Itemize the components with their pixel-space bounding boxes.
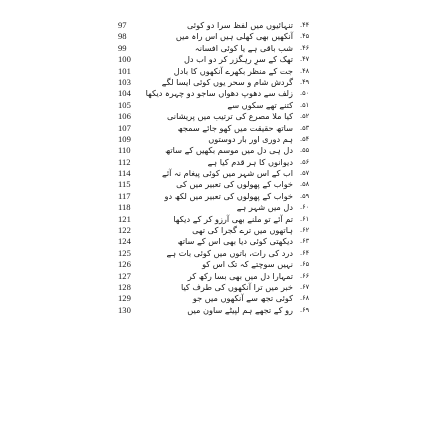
toc-entry [0,111,430,122]
toc-entry-page-number: 103 [118,76,131,87]
toc-entry-page-number: 97 [118,20,127,30]
toc-entry-page-number: 127 [118,270,131,281]
toc-entry [0,282,430,293]
toc-entry [0,225,430,236]
toc-entry-title: رو کے تجھے ہم لپیٹے ساون میں [187,304,293,315]
toc-entry [0,54,430,65]
toc-entry [0,259,430,270]
toc-entry-serial-number: ۵۷. [300,169,310,178]
toc-entry-page-number: 107 [118,122,131,133]
toc-entry [0,191,430,202]
toc-entry-serial-number: ۴۸. [300,66,310,75]
toc-entry-serial-number: ۵۲. [300,112,310,121]
toc-entry [0,145,430,156]
toc-entry-page-number: 124 [118,236,131,247]
toc-entry [0,202,430,213]
toc-entry-title: اب کے اس شہر میں کوئی پیغام نہ آئے [162,168,293,179]
toc-entry-serial-number: ۵۹. [300,191,310,200]
toc-entry [0,157,430,168]
toc-entry [0,31,430,42]
toc-entry-title: زلف سے دھوپ دھواں ساجو دو چہرہ دیکھا [145,88,293,99]
toc-entry-serial-number: ۴۹. [300,77,310,86]
toc-entry [0,236,430,247]
toc-entry-serial-number: ۵۴. [300,134,310,143]
toc-entry-serial-number: ۶۸. [300,294,310,303]
toc-entry-title: نہیں سوچتے کہ تک اس کو [202,259,293,270]
toc-entry-serial-number: ۴۵. [300,32,310,41]
toc-entry-page-number: 104 [118,88,131,99]
toc-entry-serial-number: ۶۶. [300,271,310,280]
toc-entry [0,305,430,316]
toc-entry [0,123,430,134]
toc-entry-title: دیوانوں کا ہر قدم کیا ہے [207,156,293,167]
table-of-contents [0,20,430,316]
toc-entry-serial-number: ۶۵. [300,260,310,269]
toc-entry-title: خواب کے پھولوں کی تعبیر میں لکھ دو [164,190,293,201]
toc-entry-page-number: 122 [118,225,131,236]
toc-entry [0,43,430,54]
toc-entry-title: آنکھیں بھی کھلی ہیں اس راہ میں [175,31,293,42]
toc-entry-page-number: 125 [118,247,131,258]
toc-entry-serial-number: ۵۳. [300,123,310,132]
toc-entry-serial-number: ۵۱. [300,100,310,109]
toc-entry-page-number: 128 [118,281,131,292]
toc-entry [0,214,430,225]
toc-entry-page-number: 129 [118,293,131,304]
toc-entry [0,77,430,88]
toc-entry-title: ہم دوری اور بار دوستوں [208,133,293,144]
toc-entry-title: کیا ملا مصرع کی ترتیب میں پریشانی [166,111,293,122]
toc-entry-page-number: 112 [118,156,131,167]
toc-entry-serial-number: ۵۰. [300,89,310,98]
toc-entry-serial-number: ۵۵. [300,146,310,155]
toc-entry-page-number: 98 [118,31,127,42]
toc-entry-title: خبر میں ترا آنکھوں کی طرف کیا [180,281,293,292]
toc-entry-serial-number: ۴۷. [300,55,310,64]
toc-entry-serial-number: ۶۲. [300,226,310,235]
toc-entry [0,248,430,259]
toc-entry [0,134,430,145]
toc-entry-title: خواب کے پھولوں کی تعبیر میں کی [176,179,293,190]
toc-entry-title: کتنے تھے سکوں سے [227,99,293,110]
toc-entry-title: تھک کے سرِ رہگزر کر دو اب دل [183,54,293,65]
toc-entry-page-number: 109 [118,133,131,144]
toc-entry-page-number: 100 [118,54,131,65]
toc-entry-title: درد کی رات، باتوں میں کوئی بات ہے [166,247,293,258]
toc-entry-title: شب باقی ہے یا کوئی افسانہ [194,42,293,53]
toc-entry-title: تنہائیوں میں لفظ سرا دو کوئی [186,20,293,30]
toc-entry-page-number: 101 [118,65,131,76]
toc-entry-serial-number: ۶۹. [300,305,310,314]
toc-entry [0,20,430,31]
toc-entry-title: تمہارا دل میں بھی بسا رکھ کر [187,270,293,281]
toc-entry-serial-number: ۶۰. [300,203,310,212]
toc-entry-page-number: 130 [118,304,131,315]
toc-entry [0,66,430,77]
toc-entry-title: ہاتھوں میں ترے گجرا کی تھی [192,225,293,236]
toc-entry-serial-number: ۶۳. [300,237,310,246]
toc-entry [0,168,430,179]
toc-entry-page-number: 99 [118,42,127,53]
toc-entry-serial-number: ۶۱. [300,214,310,223]
toc-entry-page-number: 105 [118,99,131,110]
toc-entry-page-number: 117 [118,190,131,201]
toc-entry-title: دل ہی دل میں موسم بکھیں کے ساتھ [165,145,293,156]
toc-entry-serial-number: ۶۷. [300,282,310,291]
toc-entry-serial-number: ۴۶. [300,43,310,52]
toc-entry-page-number: 126 [118,259,131,270]
toc-entry-page-number: 115 [118,179,131,190]
toc-entry-serial-number: ۵۶. [300,157,310,166]
toc-entry-page-number: 110 [118,145,131,156]
toc-entry [0,179,430,190]
toc-entry [0,271,430,282]
toc-entry [0,293,430,304]
toc-entry-title: کوئی تجھ سے آنکھوں میں جو [192,293,293,304]
toc-entry-title: تم آئے تو ملنے بھی آرزو کر کے دیکھا [173,213,293,224]
toc-entry-serial-number: ۴۴. [300,21,310,29]
toc-entry-page-number: 121 [118,213,131,224]
toc-entry-title: دل میں شہر ہے [236,202,293,213]
toc-entry [0,88,430,99]
toc-entry-page-number: 106 [118,111,131,122]
toc-entry-serial-number: ۵۸. [300,180,310,189]
toc-entry-page-number: 114 [118,168,131,179]
toc-entry-title: دیکھتی کوئی دیا بھی اس کے ساتھ [177,236,293,247]
toc-entry-title: جت کے منظر بکھرے آنکھوں کا بادل [173,65,293,76]
toc-entry-serial-number: ۶۴. [300,248,310,257]
toc-entry-title: گردش شام و سحر یوں کوئی ایسا لگے [161,76,293,87]
toc-entry [0,100,430,111]
toc-entry-title: ساتھ حقیقت میں کھو جائے سمجھ [177,122,293,133]
toc-entry-page-number: 118 [118,202,131,213]
